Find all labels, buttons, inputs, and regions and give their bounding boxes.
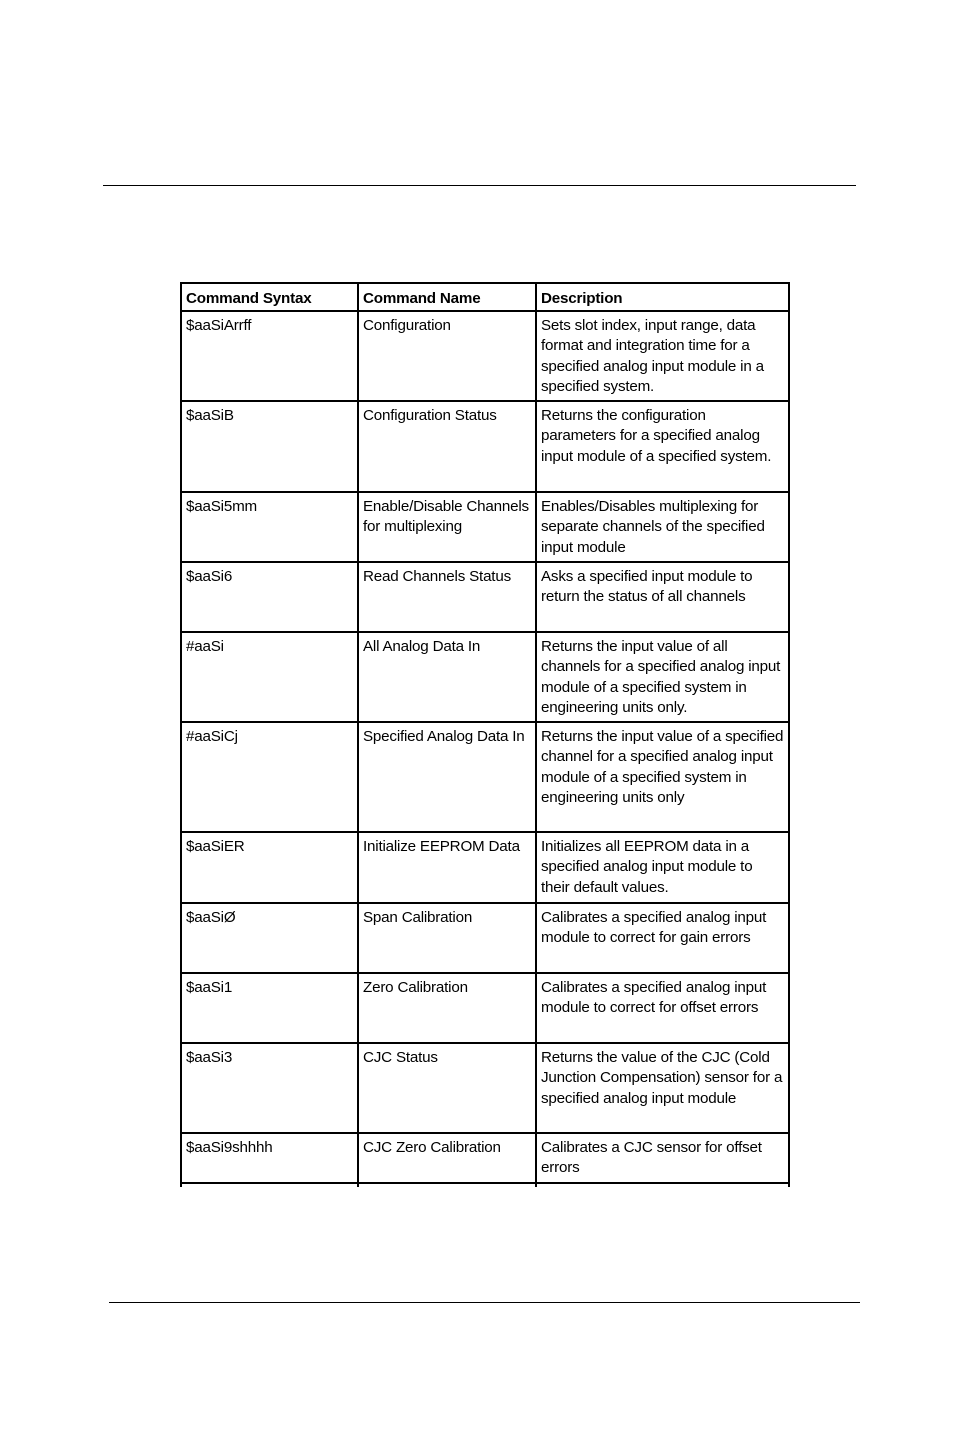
cell-name: Zero Calibration [358, 973, 536, 1043]
table-row [181, 722, 789, 832]
table-row [181, 401, 789, 492]
table-row [181, 311, 789, 401]
cell-name: Span Calibration [358, 903, 536, 973]
tail-cell [181, 1183, 358, 1187]
cell-syntax: $aaSi9shhhh [181, 1133, 358, 1183]
cell-name: Enable/Disable Channels for multiplexing [358, 492, 536, 562]
cell-name: CJC Status [358, 1043, 536, 1133]
cell-name: Configuration [358, 311, 536, 401]
cell-description: Returns the input value of a specified channel for a specified analog input module of a specified system in engineering units only [536, 722, 789, 832]
table-row [181, 903, 789, 973]
tail-cell [358, 1183, 536, 1187]
cell-name: Initialize EEPROM Data [358, 832, 536, 903]
cell-description: Returns the configuration parameters for a specified analog input module of a specified system. [536, 401, 789, 492]
table-row [181, 562, 789, 632]
cell-syntax: $aaSiER [181, 832, 358, 903]
cell-syntax: $aaSi1 [181, 973, 358, 1043]
cell-name: All Analog Data In [358, 632, 536, 722]
cell-syntax: #aaSiCj [181, 722, 358, 832]
table-row [181, 973, 789, 1043]
cell-description: Enables/Disables multiplexing for separate channels of the specified input module [536, 492, 789, 562]
cell-description: Initializes all EEPROM data in a specified analog input module to their default values. [536, 832, 789, 903]
table-header-row [181, 283, 789, 311]
table-row [181, 492, 789, 562]
table-tail [181, 1183, 789, 1187]
table-row [181, 1133, 789, 1183]
cell-name: CJC Zero Calibration [358, 1133, 536, 1183]
cell-syntax: $aaSiB [181, 401, 358, 492]
command-table [180, 282, 790, 1187]
cell-syntax: #aaSi [181, 632, 358, 722]
cell-name: Specified Analog Data In [358, 722, 536, 832]
cell-description: Calibrates a CJC sensor for offset errors [536, 1133, 789, 1183]
cell-description: Returns the input value of all channels for a specified analog input module of a specified system in engineering units only. [536, 632, 789, 722]
cell-description: Asks a specified input module to return the status of all channels [536, 562, 789, 632]
tail-cell [536, 1183, 789, 1187]
cell-syntax: $aaSiØ [181, 903, 358, 973]
cell-name: Configuration Status [358, 401, 536, 492]
header-command-name: Command Name [358, 283, 536, 311]
table-row [181, 1043, 789, 1133]
header-description: Description [536, 283, 789, 311]
table-row [181, 832, 789, 903]
cell-syntax: $aaSi6 [181, 562, 358, 632]
footer-rule [109, 1302, 860, 1303]
cell-syntax: $aaSi5mm [181, 492, 358, 562]
header-command-syntax: Command Syntax [181, 283, 358, 311]
cell-syntax: $aaSi3 [181, 1043, 358, 1133]
cell-syntax: $aaSiArrff [181, 311, 358, 401]
cell-description: Returns the value of the CJC (Cold Junction Compensation) sensor for a specified analog input module [536, 1043, 789, 1133]
cell-description: Calibrates a specified analog input module to correct for gain errors [536, 903, 789, 973]
cell-name: Read Channels Status [358, 562, 536, 632]
cell-description: Calibrates a specified analog input module to correct for offset errors [536, 973, 789, 1043]
table-row [181, 632, 789, 722]
header-rule [103, 185, 856, 186]
cell-description: Sets slot index, input range, data format and integration time for a specified analog input module in a specified system. [536, 311, 789, 401]
